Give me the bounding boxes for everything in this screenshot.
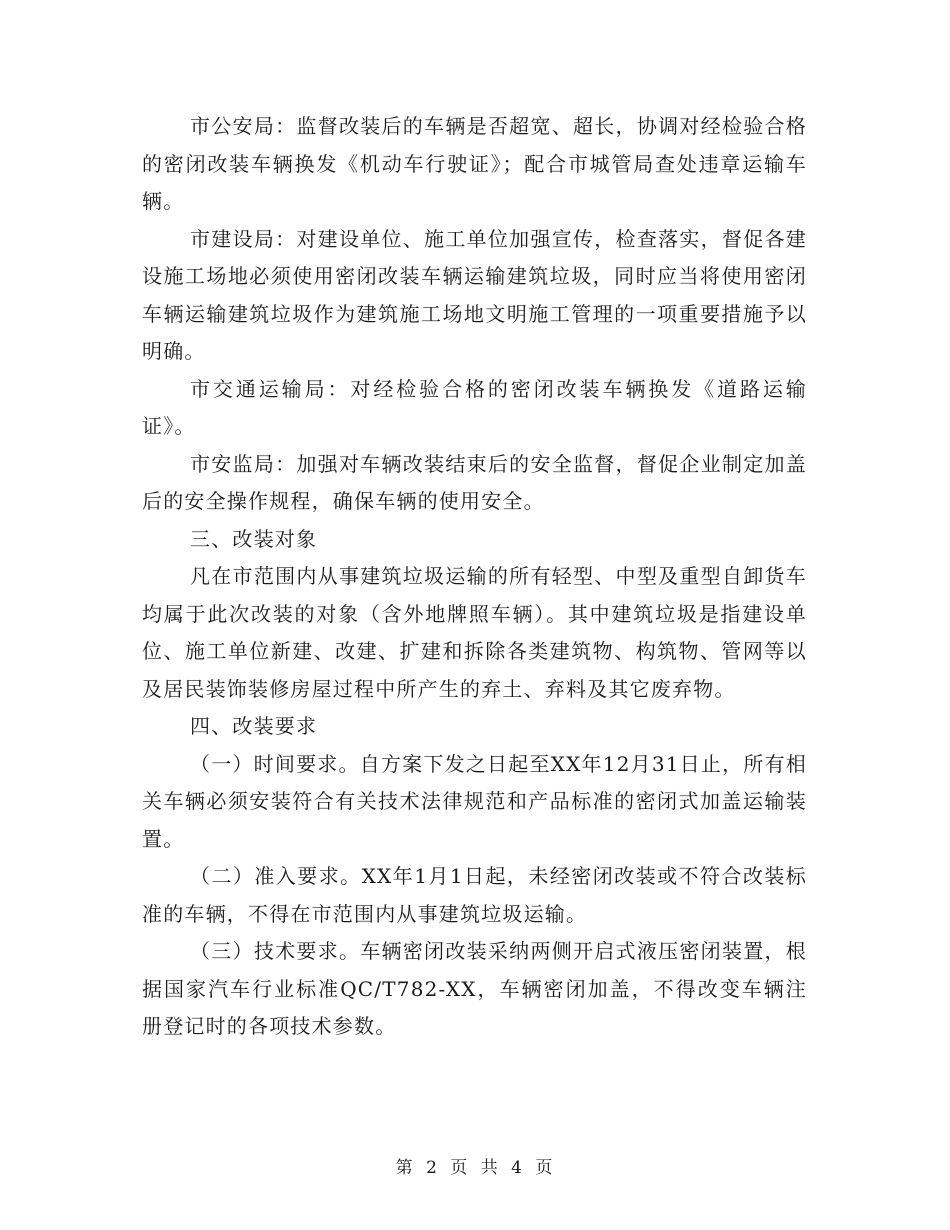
paragraph-safety-bureau: 市安监局：加强对车辆改装结束后的安全监督，督促企业制定加盖后的安全操作规程，确保车辆的使用安全。: [142, 451, 807, 513]
page-number-footer: 第 2 页 共 4 页: [395, 1158, 555, 1178]
paragraph-access-requirement: （二）准入要求。XX年1月1日起，未经密闭改装或不符合改装标准的车辆，不得在市范围内从事建筑垃圾运输。: [142, 864, 807, 926]
paragraph-public-security-bureau: 市公安局：监督改装后的车辆是否超宽、超长，协调对经检验合格的密闭改装车辆换发《机动车行驶证》；配合市城管局查处违章运输车辆。: [142, 114, 807, 213]
section-heading-requirements: 四、改装要求: [190, 714, 318, 738]
paragraph-technical-requirement: （三）技术要求。车辆密闭改装采纳两侧开启式液压密闭装置，根据国家汽车行业标准QC/T782-XX，车辆密闭加盖，不得改变车辆注册登记时的各项技术参数。: [142, 939, 807, 1038]
section-heading-targets: 三、改装对象: [190, 526, 318, 551]
paragraph-time-requirement: （一）时间要求。自方案下发之日起至XX年12月31日止，所有相关车辆必须安装符合有关技术法律规范和产品标准的密闭式加盖运输装置。: [142, 751, 807, 851]
paragraph-targets: 凡在市范围内从事建筑垃圾运输的所有轻型、中型及重型自卸货车均属于此次改装的对象（含外地牌照车辆）。其中建筑垃圾是指建设单位、施工单位新建、改建、扩建和拆除各类建筑物、构筑物、管网等以及居民装饰装修房屋过程中所产生的弃土、弃料及其它废弃物。: [142, 564, 807, 701]
paragraph-construction-bureau: 市建设局：对建设单位、施工单位加强宣传，检查落实，督促各建设施工场地必须使用密闭改装车辆运输建筑垃圾，同时应当将使用密闭车辆运输建筑垃圾作为建筑施工场地文明施工管理的一项重要措施予以明确。: [142, 226, 807, 363]
document-body: [142, 108, 807, 1046]
paragraph-transport-bureau: 市交通运输局：对经检验合格的密闭改装车辆换发《道路运输证》。: [142, 376, 807, 438]
